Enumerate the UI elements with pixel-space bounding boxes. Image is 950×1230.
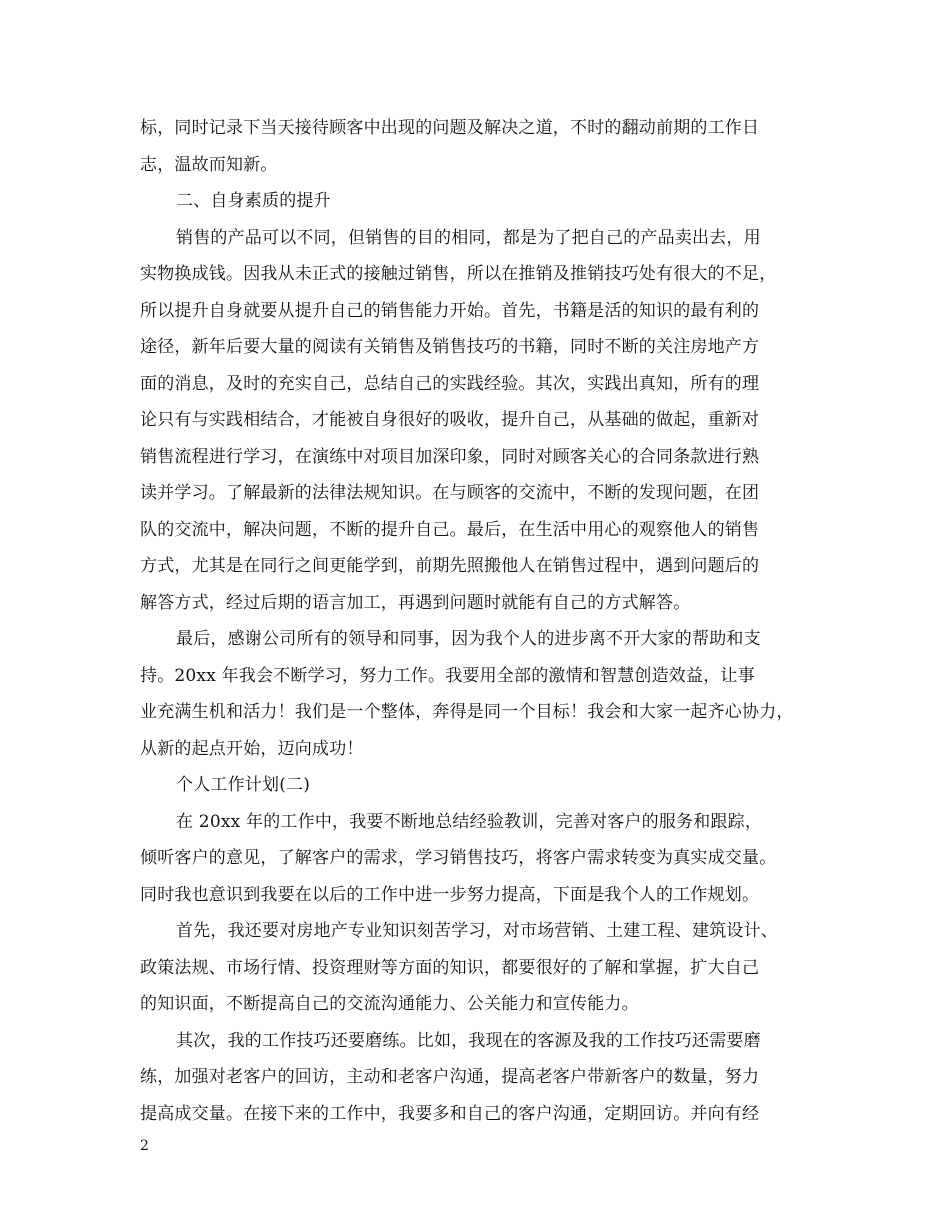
text-line: 同时我也意识到我要在以后的工作中进一步努力提高，下面是我个人的工作规划。 <box>140 885 760 905</box>
text-line: 队的交流中，解决问题，不断的提升自己。最后，在生活中用心的观察他人的销售 <box>140 520 760 540</box>
text-line: 倾听客户的意见，了解客户的需求，学习销售技巧，将客户需求转变为真实成交量。 <box>140 848 777 868</box>
text-line: 从新的起点开始，迈向成功！ <box>140 739 364 759</box>
text-line: 实物换成钱。因我从未正式的接触过销售，所以在推销及推销技巧处有很大的不足， <box>140 264 777 284</box>
text-line: 销售的产品可以不同，但销售的目的相同，都是为了把自己的产品卖出去，用 <box>176 228 761 248</box>
text-line: 解答方式，经过后期的语言加工，再遇到问题时就能有自己的方式解答。 <box>140 593 691 613</box>
text-line: 方式，尤其是在同行之间更能学到，前期先照搬他人在销售过程中，遇到问题后的 <box>140 556 760 576</box>
text-line: 销售流程进行学习，在演练中对项目加深印象，同时对顾客关心的合同条款进行熟 <box>140 447 760 467</box>
page-number: 2 <box>140 1138 149 1154</box>
text-line: 最后，感谢公司所有的领导和同事，因为我个人的进步离不开大家的帮助和支 <box>176 629 761 649</box>
text-line: 练，加强对老客户的回访，主动和老客户沟通，提高老客户带新客户的数量，努力 <box>140 1067 760 1087</box>
text-line: 提高成交量。在接下来的工作中，我要多和自己的客户沟通，定期回访。并向有经 <box>140 1104 760 1124</box>
text-line: 志，温故而知新。 <box>140 155 278 175</box>
text-line: 读并学习。了解最新的法律法规知识。在与顾客的交流中，不断的发现问题，在团 <box>140 483 760 503</box>
text-line: 论只有与实践相结合，才能被自身很好的吸收，提升自己，从基础的做起，重新对 <box>140 410 760 430</box>
text-line: 面的消息，及时的充实自己，总结自己的实践经验。其次，实践出真知，所有的理 <box>140 374 760 394</box>
text-line: 持。20xx 年我会不断学习，努力工作。我要用全部的激情和智慧创造效益，让事 <box>140 666 755 686</box>
text-line: 政策法规、市场行情、投资理财等方面的知识，都要很好的了解和掌握，扩大自己 <box>140 958 760 978</box>
text-line: 途径，新年后要大量的阅读有关销售及销售技巧的书籍，同时不断的关注房地产方 <box>140 337 760 357</box>
text-line: 业充满生机和活力！我们是一个整体，奔得是同一个目标！我会和大家一起齐心协力， <box>140 702 794 722</box>
section-heading: 个人工作计划(二) <box>176 775 311 795</box>
section-heading: 二、自身素质的提升 <box>176 191 331 211</box>
text-line: 其次，我的工作技巧还要磨练。比如，我现在的客源及我的工作技巧还需要磨 <box>176 1031 761 1051</box>
text-line: 的知识面，不断提高自己的交流沟通能力、公关能力和宣传能力。 <box>140 994 639 1014</box>
text-line: 所以提升自身就要从提升自己的销售能力开始。首先，书籍是活的知识的最有利的 <box>140 301 760 321</box>
text-line: 首先，我还要对房地产专业知识刻苦学习，对市场营销、土建工程、建筑设计、 <box>176 921 778 941</box>
text-line: 在 20xx 年的工作中，我要不断地总结经验教训，完善对客户的服务和跟踪， <box>176 812 763 832</box>
text-line: 标，同时记录下当天接待顾客中出现的问题及解决之道，不时的翻动前期的工作日 <box>140 118 760 138</box>
